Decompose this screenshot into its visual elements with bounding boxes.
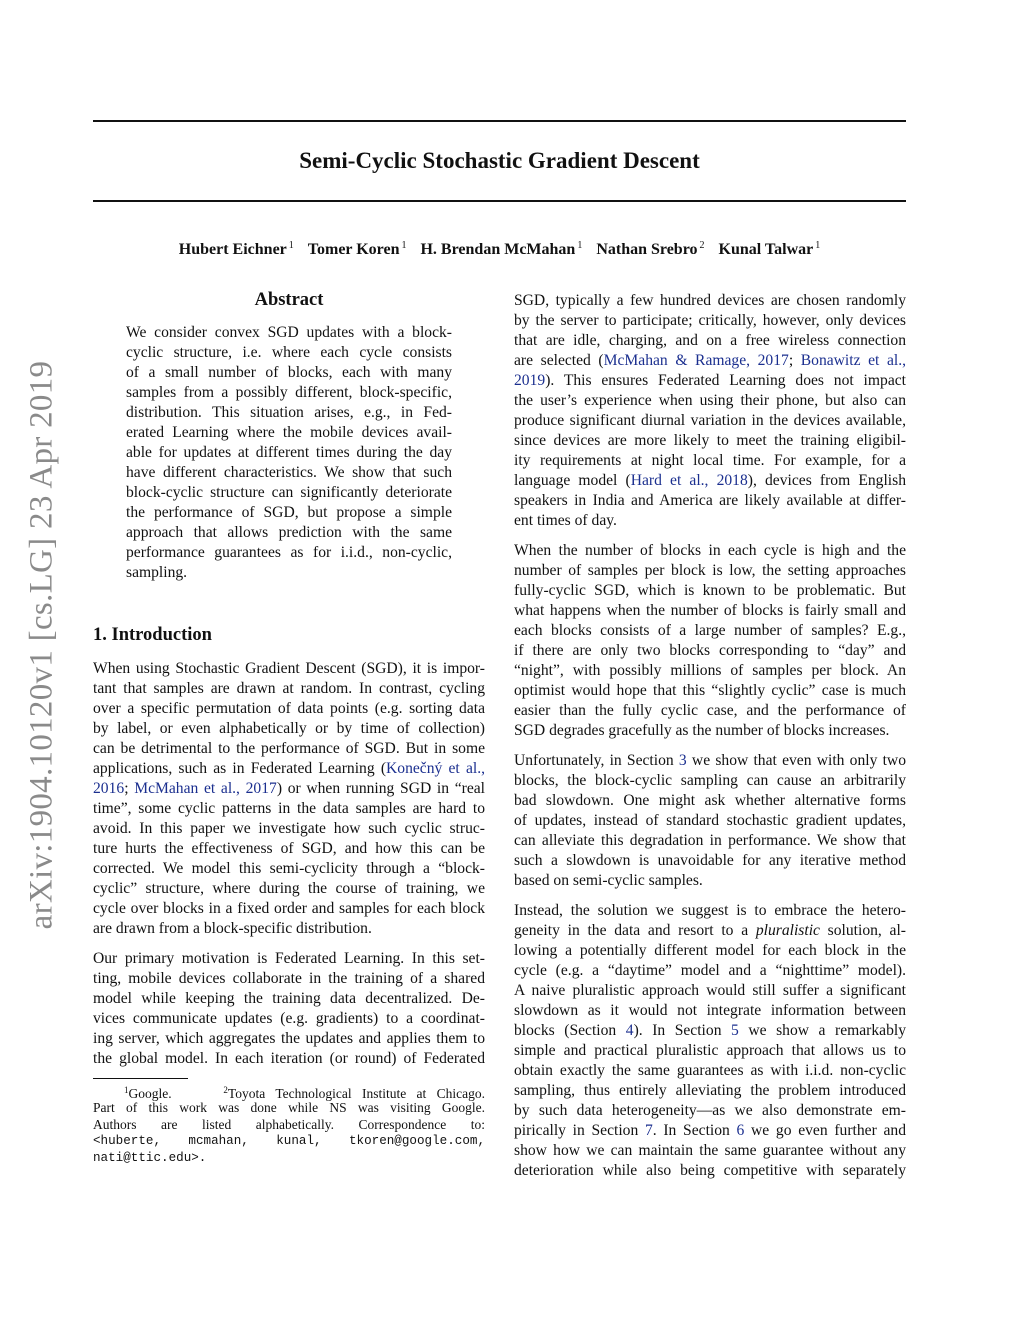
affiliation-mark: 1 [577, 240, 583, 251]
citation-link[interactable]: McMahan & Ramage, 2017 [603, 352, 789, 369]
citation-link[interactable]: 5 [731, 1022, 739, 1039]
text-line [514, 1021, 906, 1041]
text-run: ; [788, 352, 801, 369]
text-line [514, 661, 906, 681]
text-run: applications, such as in Federated Learning ( [93, 760, 387, 777]
citation-link[interactable]: 4 [625, 1022, 634, 1039]
text-run: we go even further and [744, 1122, 906, 1139]
text-run: When using Stochastic Gradient Descent (SGD), it is impor- [93, 660, 485, 677]
citation-link[interactable]: 2019 [514, 372, 546, 389]
text-line [93, 949, 485, 969]
text-line [126, 443, 452, 463]
text-line [93, 699, 485, 719]
text-run: by label, or even alphabetically or by time of collection) [93, 720, 485, 737]
text-run: block-cyclic structure can significantly deteriorate [126, 484, 452, 501]
text-line [514, 871, 906, 891]
text-run: the global model. In each iteration (or round) of Federated [93, 1050, 485, 1067]
text-run: ). In Section [633, 1022, 732, 1039]
paragraph [126, 323, 452, 583]
author [179, 241, 294, 258]
author-list [93, 236, 906, 260]
affiliation-mark: 2 [699, 240, 705, 251]
footnote-rule [93, 1078, 188, 1079]
text-run: we show that even with only two [686, 752, 906, 769]
text-line [126, 483, 452, 503]
text-run: Our primary motivation is Federated Learning. In this set- [93, 950, 485, 967]
paragraph [514, 541, 906, 741]
text-line [126, 323, 452, 343]
citation-link[interactable]: 6 [736, 1122, 745, 1139]
text-line [514, 1121, 906, 1141]
text-line [514, 331, 906, 351]
text-run: produce significant diurnal variation in the devices available, [514, 412, 906, 429]
text-line [93, 1009, 485, 1029]
text-line [514, 451, 906, 471]
aff-mark: 2 [223, 1085, 228, 1095]
left-column-body [93, 659, 485, 1079]
text-line [514, 601, 906, 621]
text-run: SGD, typically a few hundred devices are chosen randomly [514, 292, 906, 309]
text-run: by such data heterogeneity—as we also demonstrate em- [514, 1102, 906, 1119]
text-line [126, 363, 452, 383]
text-line [514, 701, 906, 721]
text-line [514, 811, 906, 831]
text-run: number of samples per block is low, the setting approaches [514, 562, 906, 579]
text-line [514, 1101, 906, 1121]
footnote-emails: <huberte, mcmahan, kunal, tkoren@google.com, [93, 1134, 485, 1148]
paragraph [514, 751, 906, 891]
text-run: cycle (e.g. a “daytime” model and a “nighttime” model). [514, 962, 906, 979]
text-line [93, 779, 485, 799]
text-run: show how we can maintain the same guarantee without any [514, 1142, 906, 1159]
text-line [514, 1141, 906, 1161]
affiliation-tti: Toyota Technological Institute at Chicago. [227, 1086, 485, 1101]
text-line [93, 739, 485, 759]
text-line [514, 961, 906, 981]
text-line [514, 391, 906, 411]
text-run: performance guarantees as for i.i.d., non-cyclic, [126, 544, 452, 561]
text-line [126, 503, 452, 523]
text-run: pirically in Section [514, 1122, 645, 1139]
paragraph [514, 291, 906, 531]
text-line [514, 901, 906, 921]
text-run: simple and practical pluralistic approach that allows us to [514, 1042, 906, 1059]
text-line [514, 471, 906, 491]
text-run: sampling, thus entirely alleviating the problem introduced [514, 1082, 906, 1099]
text-run: lowing a potentially different model for each block in the [514, 942, 906, 959]
text-run: model while keeping the training data decentralized. De- [93, 990, 485, 1007]
text-line [514, 941, 906, 961]
text-run: Unfortunately, in Section [514, 752, 679, 769]
text-line [514, 771, 906, 791]
text-run: vices communicate updates (e.g. gradients) to a coordinat- [93, 1010, 485, 1027]
footnote-affiliations [93, 1082, 485, 1099]
arxiv-identifier-stamp: arXiv:1904.10120v1 [cs.LG] 23 Apr 2019 [23, 360, 60, 930]
text-run: ing server, which aggregates the updates and applies them to [93, 1030, 485, 1047]
text-run: geneity in the data and resort to a [514, 922, 756, 939]
text-line [93, 879, 485, 899]
text-line [514, 1001, 906, 1021]
text-line [514, 491, 906, 511]
text-run: blocks, the block-cyclic sampling can cause an arbitrarily [514, 772, 906, 789]
text-run: sampling. [126, 564, 188, 581]
text-run: of updates, instead of standard stochastic gradient updates, [514, 812, 906, 829]
author [420, 241, 582, 258]
text-run: easier than the fully cyclic case, and the performance of [514, 702, 906, 719]
author-name: Kunal Talwar [718, 241, 814, 258]
emphasis-text: pluralistic [755, 922, 820, 939]
text-run: have different characteristics. We show that such [126, 464, 452, 481]
text-line [514, 511, 906, 531]
paragraph [93, 949, 485, 1069]
abstract-heading: Abstract [254, 290, 324, 310]
text-line [93, 719, 485, 739]
text-line [126, 403, 452, 423]
affiliation-mark: 1 [401, 240, 407, 251]
paper-title: Semi-Cyclic Stochastic Gradient Descent [299, 148, 700, 173]
text-line [514, 291, 906, 311]
text-run: ting, mobile devices collaborate in the training of a shared [93, 970, 485, 987]
text-run: can alleviate this degradation in performance. We show that [514, 832, 906, 849]
text-run: solution, al- [819, 922, 906, 939]
text-run: ). This ensures Federated Learning does not impact [545, 372, 906, 389]
affiliation-mark: 1 [288, 240, 294, 251]
text-line [514, 791, 906, 811]
text-run: we show a remarkably [738, 1022, 906, 1039]
footnote-emails: nati@ttic.edu>. [93, 1151, 207, 1165]
paragraph [93, 659, 485, 939]
text-run: are drawn from a block-specific distribution. [93, 920, 372, 937]
author-name: Tomer Koren [307, 241, 400, 258]
text-run: by the server to participate; critically, however, only devices [514, 312, 906, 329]
text-line [514, 311, 906, 331]
text-line [514, 1081, 906, 1101]
text-run: of a small number of blocks, each with many [126, 364, 452, 381]
citation-link[interactable]: 7 [644, 1122, 653, 1139]
text-line [514, 681, 906, 701]
text-run: able for updates at different times during the day [126, 444, 452, 461]
text-run: what happens when the number of blocks is fairly small and [514, 602, 906, 619]
text-run: cyclic structure, i.e. where each cycle consists [126, 344, 452, 361]
author [308, 241, 407, 258]
citation-link[interactable]: Konečný et al., [386, 760, 485, 777]
citation-link[interactable]: 3 [678, 752, 687, 769]
right-column-body [514, 291, 906, 1191]
text-run: “night”, with possibly millions of samples per block. An [514, 662, 906, 679]
text-run: ; [124, 780, 135, 797]
citation-link[interactable]: Bonawitz et al., [800, 352, 907, 369]
text-line [93, 819, 485, 839]
paragraph [514, 901, 906, 1181]
text-line [93, 759, 485, 779]
text-run: When the number of blocks in each cycle is high and the [514, 542, 906, 559]
text-line [126, 523, 452, 543]
text-run: since devices are more likely to meet the training eligibil- [514, 432, 906, 449]
text-run: ), devices from English [747, 472, 906, 489]
text-run: SGD degrades gracefully as the number of blocks increases. [514, 722, 890, 739]
text-line [93, 859, 485, 879]
text-run: ent times of day. [514, 512, 617, 529]
text-line [93, 969, 485, 989]
text-line [514, 921, 906, 941]
text-line [126, 423, 452, 443]
citation-link[interactable]: McMahan et al., 2017 [134, 780, 277, 797]
text-line [514, 581, 906, 601]
author-name: Hubert Eichner [178, 241, 287, 258]
text-run: ture hurts the effectiveness of SGD, and how this can be [93, 840, 485, 857]
text-run: are selected ( [514, 352, 604, 369]
text-run: obtain exactly the same guarantees as with i.i.d. non-cyclic [514, 1062, 906, 1079]
citation-link[interactable]: 2016 [93, 780, 125, 797]
text-line [514, 411, 906, 431]
abstract-text [126, 323, 452, 593]
text-run: . In Section [652, 1122, 737, 1139]
text-line [93, 899, 485, 919]
text-run: fully-cyclic SGD, which is known to be problematic. But [514, 582, 906, 599]
text-run: corrected. We model this semi-cyclicity through a “block- [93, 860, 485, 877]
footnote-line: Part of this work was done while NS was visiting Google. [93, 1100, 485, 1115]
text-run: We consider convex SGD updates with a block- [126, 324, 452, 341]
text-line [514, 561, 906, 581]
text-line [93, 989, 485, 1009]
citation-link[interactable]: Hard et al., 2018 [630, 472, 748, 489]
text-run: ity requirements at night local time. For example, for a [514, 452, 906, 469]
text-line [514, 721, 906, 741]
author [596, 241, 704, 258]
author-name: H. Brendan McMahan [420, 241, 576, 258]
author [719, 241, 821, 258]
text-line [514, 1061, 906, 1081]
text-run: approach that allows prediction with the same [126, 524, 452, 541]
text-line [93, 839, 485, 859]
text-run: samples from a possibly different, block-specific, [126, 384, 452, 401]
text-line [514, 431, 906, 451]
text-line [514, 851, 906, 871]
text-line [126, 343, 452, 363]
text-line [126, 543, 452, 563]
text-line [93, 1029, 485, 1049]
text-line [93, 1049, 485, 1069]
text-run: cyclic” structure, where during the course of training, we [93, 880, 485, 897]
text-line [93, 679, 485, 699]
text-run: the user’s experience when using their phone, but also can [514, 392, 906, 409]
text-line [514, 1161, 906, 1181]
text-line [514, 641, 906, 661]
text-run: bad slowdown. One might ask whether alternative forms [514, 792, 906, 809]
text-line [514, 1041, 906, 1061]
title-bottom-rule [93, 200, 906, 202]
text-run: such a slowdown is unavoidable for any iterative method [514, 852, 906, 869]
text-run: the performance of SGD, but propose a simple [126, 504, 452, 521]
text-line [514, 541, 906, 561]
text-run: cycle over blocks in a fixed order and samples for each block [93, 900, 485, 917]
text-line [126, 463, 452, 483]
text-run: erated Learning where the mobile devices avail- [126, 424, 452, 441]
text-run: ) or when running SGD in “real [276, 780, 485, 797]
text-run: time”, some cyclic patterns in the data samples are hard to [93, 800, 485, 817]
footnote [93, 1082, 485, 1167]
text-line [126, 383, 452, 403]
text-run: tant that samples are drawn at random. In contrast, cycling [93, 680, 485, 697]
text-run: speakers in India and America are likely available at differ- [514, 492, 906, 509]
text-line [93, 659, 485, 679]
text-line [514, 981, 906, 1001]
text-run: avoid. In this paper we investigate how such cyclic struc- [93, 820, 485, 837]
affiliation-mark: 1 [815, 240, 821, 251]
text-run: over a specific permutation of data points (e.g. sorting data [93, 700, 485, 717]
text-run: distribution. This situation arises, e.g., in Fed- [126, 404, 452, 421]
section-heading-introduction: 1. Introduction [93, 625, 212, 645]
text-line [93, 919, 485, 939]
text-line [514, 351, 906, 371]
text-run: language model ( [514, 472, 631, 489]
text-run: blocks (Section [514, 1022, 626, 1039]
aff-mark: 1 [124, 1085, 129, 1095]
text-run: A naive pluralistic approach would still suffer a significant [514, 982, 906, 999]
text-run: deterioration while also being competitive with separately [514, 1162, 906, 1179]
text-line [93, 799, 485, 819]
text-run: based on semi-cyclic samples. [514, 872, 703, 889]
text-line [514, 751, 906, 771]
text-run: Instead, the solution we suggest is to embrace the hetero- [514, 902, 906, 919]
text-line [126, 563, 452, 583]
text-run: each blocks consists of a large number of samples? E.g., [514, 622, 906, 639]
text-line [514, 621, 906, 641]
text-run: optimist would hope that this “slightly cyclic” case is much [514, 682, 906, 699]
affiliation-google: Google. [128, 1086, 172, 1101]
text-line [514, 371, 906, 391]
text-run: if there are only two blocks corresponding to “day” and [514, 642, 906, 659]
footnote-line: Authors are listed alphabetically. Correspondence to: [93, 1117, 485, 1132]
text-run: that are idle, charging, and on a free wireless connection [514, 332, 906, 349]
text-line [514, 831, 906, 851]
title-top-rule [93, 120, 906, 122]
author-name: Nathan Srebro [596, 241, 698, 258]
text-run: can be detrimental to the performance of SGD. But in some [93, 740, 485, 757]
text-run: slowdown as it would not integrate information between [514, 1002, 906, 1019]
